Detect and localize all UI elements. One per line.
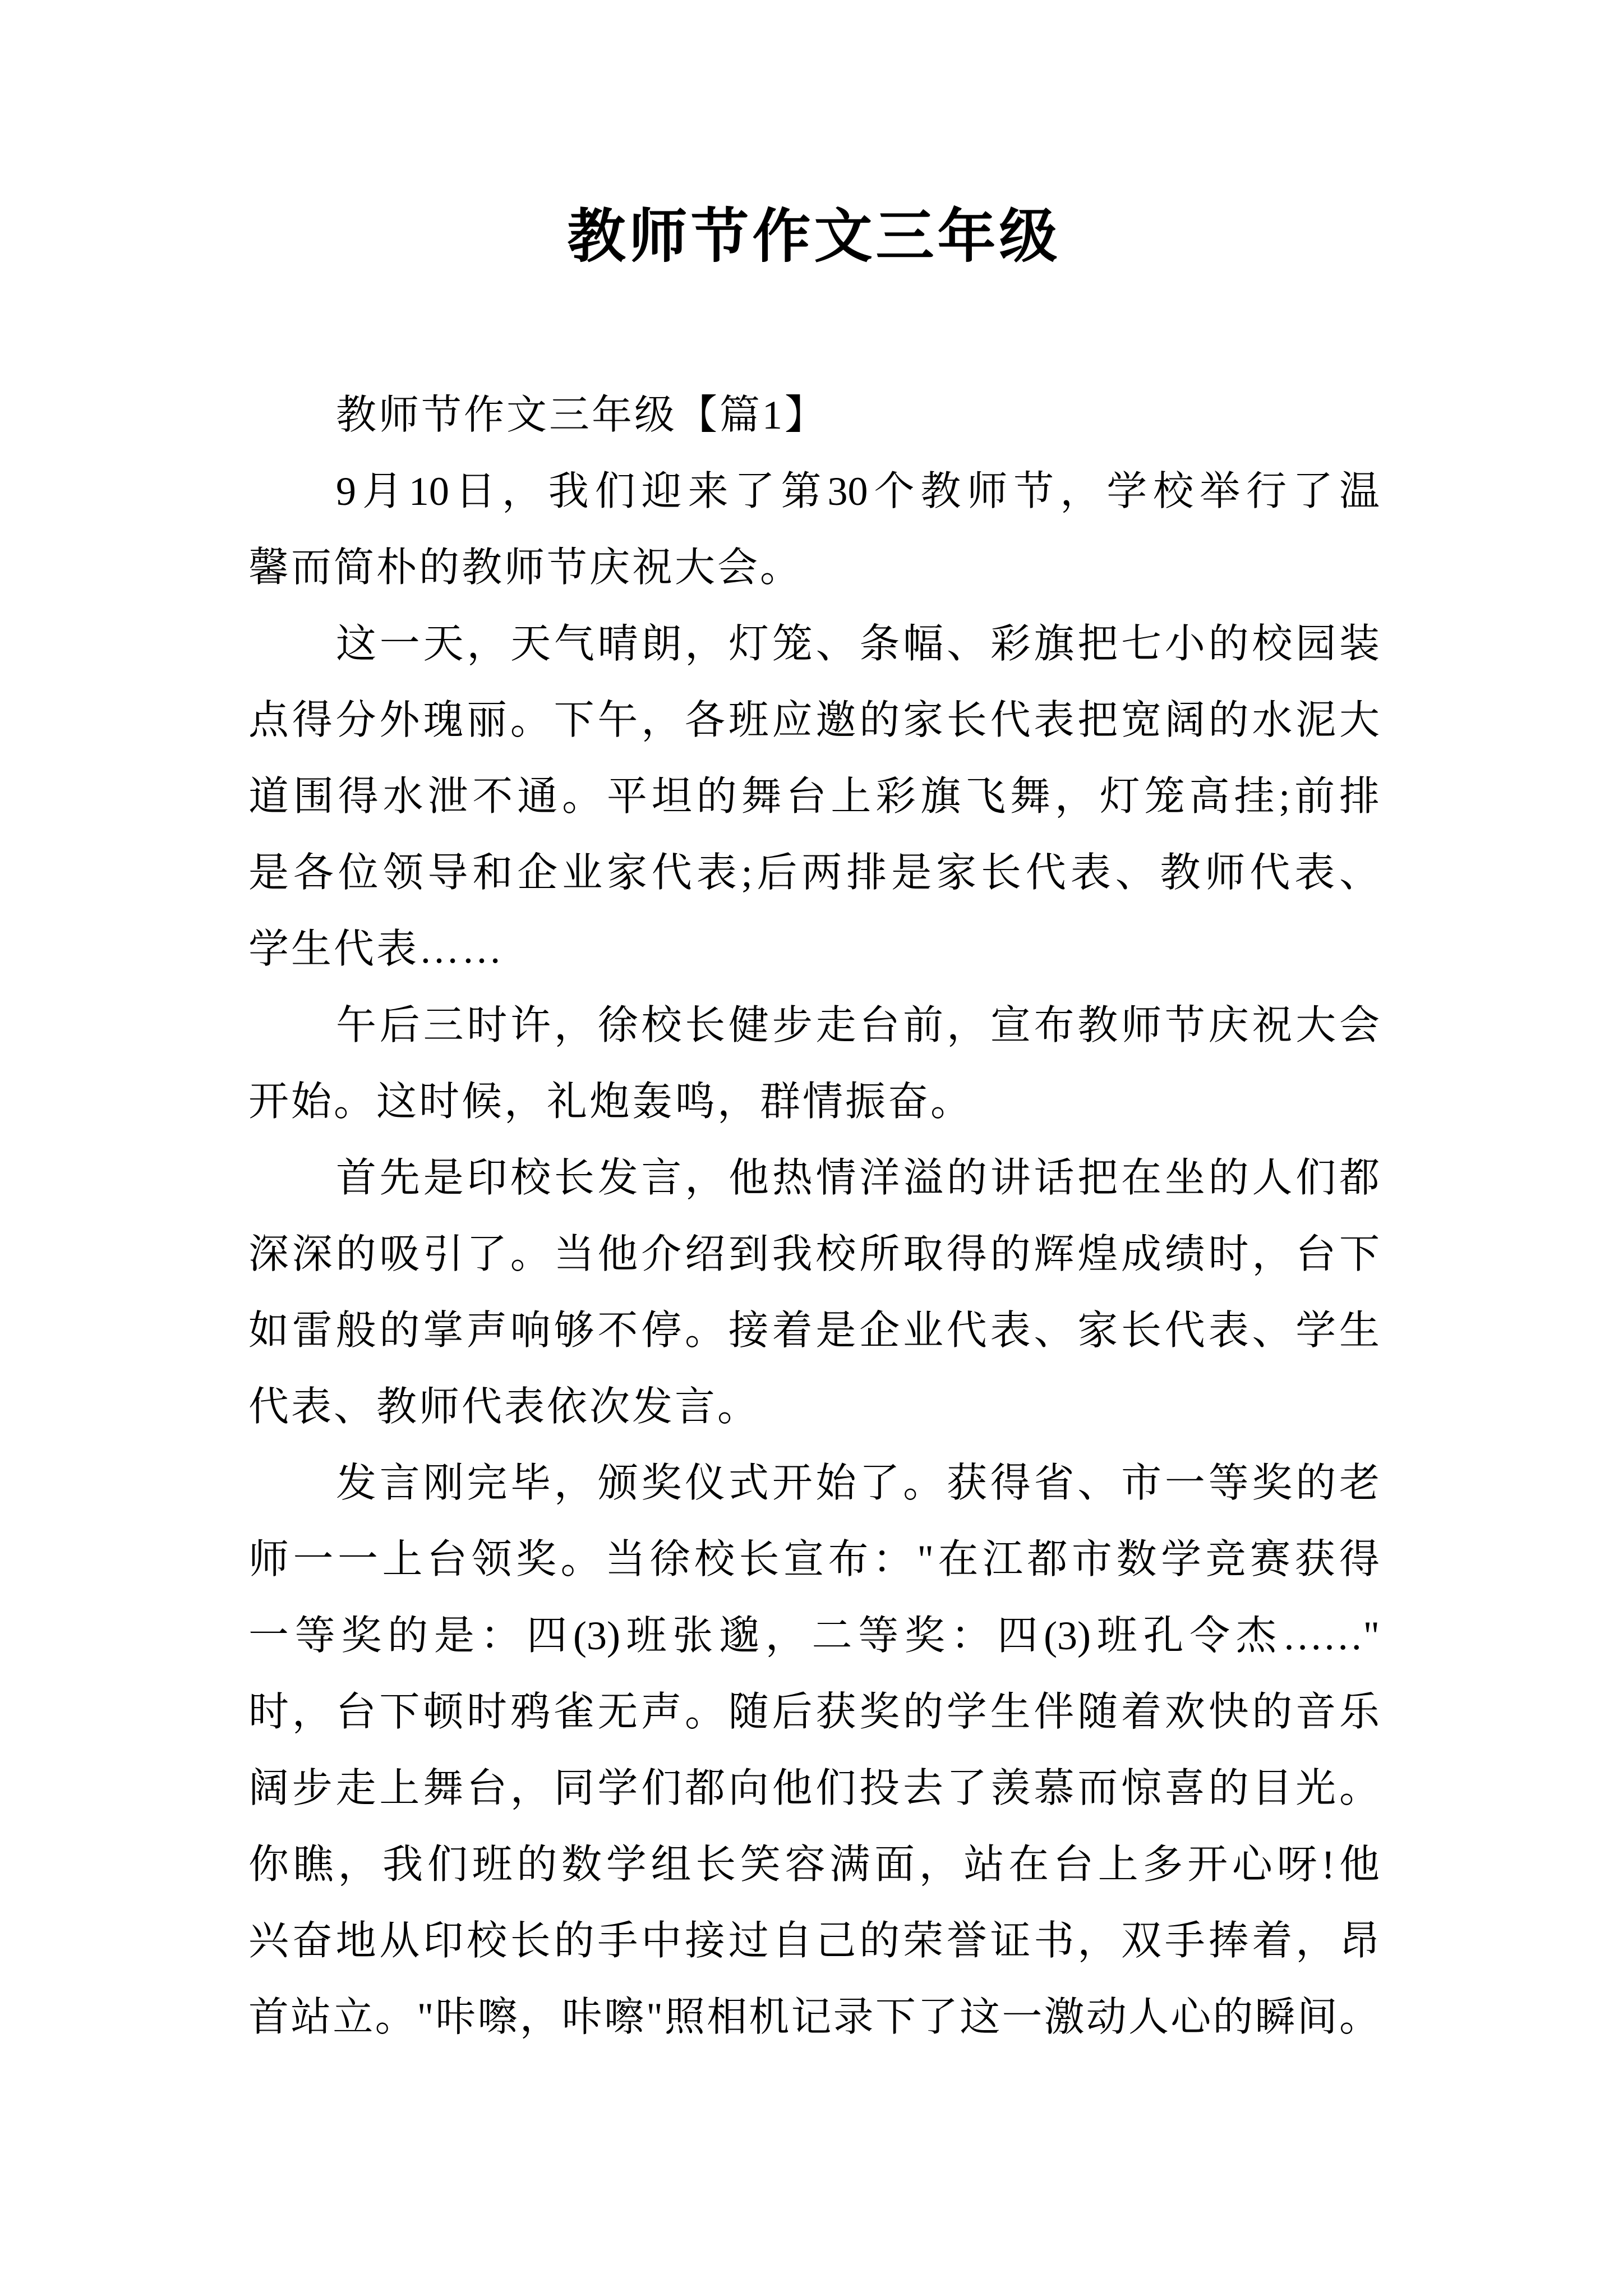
- text-line: 9月10日，我们迎来了第30个教师节，学校举行了温: [336, 469, 1380, 514]
- text-line: 如雷般的掌声响够不停。接着是企业代表、家长代表、学生: [248, 1308, 1380, 1353]
- text-line: 发言刚完毕，颁奖仪式开始了。获得省、市一等奖的老: [336, 1461, 1380, 1506]
- text-line: 学生代表……: [248, 927, 505, 972]
- text-line: 师一一上台领奖。当徐校长宣布："在江都市数学竞赛获得: [248, 1537, 1380, 1582]
- text-line: 教师节作文三年级【篇1】: [336, 393, 828, 438]
- text-line: 首先是印校长发言，他热情洋溢的讲话把在坐的人们都: [336, 1156, 1380, 1200]
- text-line: 这一天，天气晴朗，灯笼、条幅、彩旗把七小的校园装: [336, 622, 1380, 666]
- text-line: 午后三时许，徐校长健步走台前，宣布教师节庆祝大会: [336, 1003, 1380, 1048]
- text-line: 馨而简朴的教师节庆祝大会。: [248, 545, 803, 590]
- document-body: [248, 377, 1380, 2055]
- text-line: 首站立。"咔嚓，咔嚓"照相机记录下了这一激动人心的瞬间。: [248, 1995, 1380, 2040]
- text-line: 一等奖的是：四(3)班张邈，二等奖：四(3)班孔令杰……": [248, 1613, 1380, 1658]
- text-line: 点得分外瑰丽。下午，各班应邀的家长代表把宽阔的水泥大: [248, 698, 1380, 743]
- text-line: 是各位领导和企业家代表;后两排是家长代表、教师代表、: [248, 850, 1380, 895]
- text-line: 代表、教师代表依次发言。: [248, 1384, 760, 1429]
- text-line: 兴奋地从印校长的手中接过自己的荣誉证书，双手捧着，昂: [248, 1918, 1380, 1963]
- document-content: [248, 199, 1380, 2055]
- text-line: 你瞧，我们班的数学组长笑容满面，站在台上多开心呀!他: [248, 1842, 1380, 1887]
- text-line: 时，台下顿时鸦雀无声。随后获奖的学生伴随着欢快的音乐: [248, 1690, 1380, 1734]
- document-title: 教师节作文三年级: [567, 205, 1061, 269]
- text-line: 深深的吸引了。当他介绍到我校所取得的辉煌成绩时，台下: [248, 1232, 1380, 1277]
- text-line: 开始。这时候，礼炮轰鸣，群情振奋。: [248, 1079, 974, 1124]
- text-line: 道围得水泄不通。平坦的舞台上彩旗飞舞，灯笼高挂;前排: [248, 774, 1380, 819]
- text-line: 阔步走上舞台，同学们都向他们投去了羡慕而惊喜的目光。: [248, 1766, 1380, 1811]
